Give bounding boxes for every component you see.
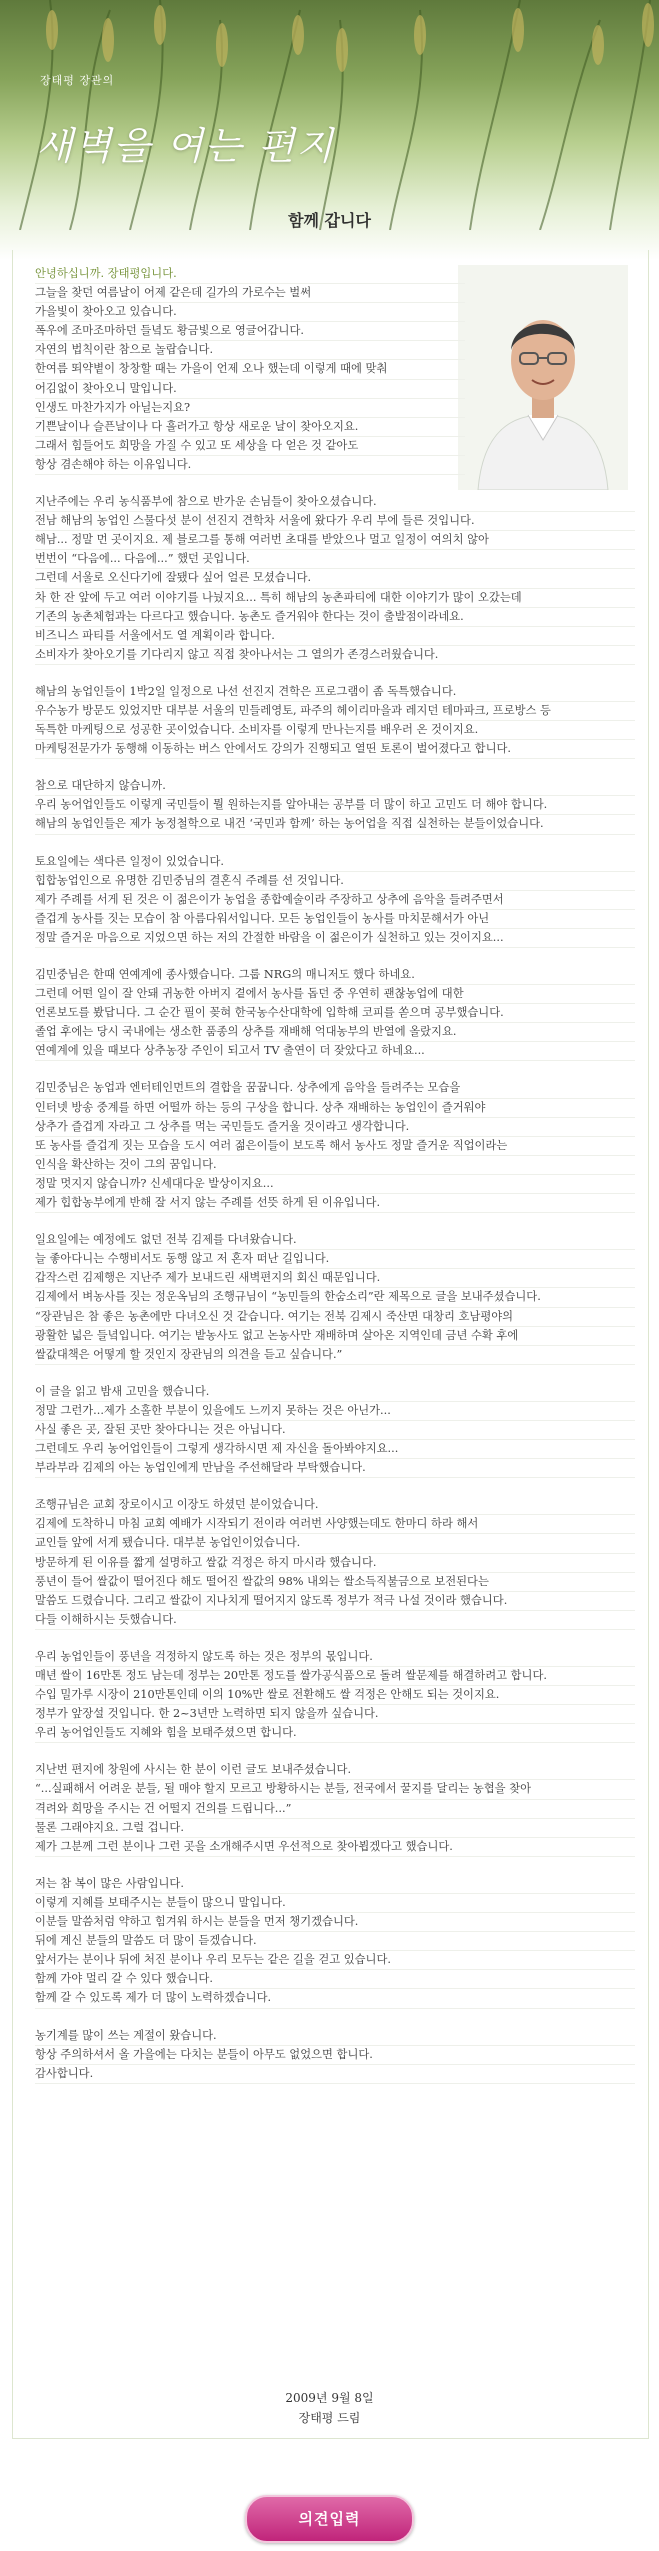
letter-line: 연예계에 있을 때보다 상추농장 주인이 되고서 TV 출연이 더 잦았다고 하네요...	[35, 1042, 635, 1061]
letter-line: 항상 주의하셔서 올 가을에는 다치는 분들이 아무도 없었으면 합니다.	[35, 2046, 635, 2065]
letter-line: 방문하게 된 이유를 짧게 설명하고 쌀값 걱정은 하지 마시라 했습니다.	[35, 1554, 635, 1573]
letter-paragraph	[35, 493, 635, 665]
letter-line: 풍년이 들어 쌀값이 떨어진다 해도 떨어진 쌀값의 98% 내외는 쌀소득직불금으로 보전된다는	[35, 1573, 635, 1592]
letter-line: 늘 좋아다니는 수행비서도 동행 않고 저 혼자 떠난 길입니다.	[35, 1250, 635, 1269]
letter-line: 항상 겸손해야 하는 이유입니다.	[35, 456, 465, 475]
letter-line: 인터넷 방송 중계를 하면 어떨까 하는 등의 구상을 합니다. 상추 재배하는 농업인이 즐거워야	[35, 1099, 635, 1118]
letter-line: 그늘을 찾던 여름날이 어제 같은데 길가의 가로수는 벌써	[35, 284, 465, 303]
letter-line: 해남... 정말 먼 곳이지요. 제 블로그를 통해 여러번 초대를 받았으나 멀고 일정이 여의치 않아	[35, 531, 635, 550]
letter-line: 어김없이 찾아오니 말입니다.	[35, 380, 465, 399]
letter-line: 그런데도 우리 농어업인들이 그렇게 생각하시면 제 자신을 돌아봐야지요...	[35, 1440, 635, 1459]
letter-line: 물론 그래야지요. 그럴 겁니다.	[35, 1819, 635, 1838]
letter-line: 폭우에 조마조마하던 들녘도 황금빛으로 영글어갑니다.	[35, 322, 465, 341]
letter-line: 기존의 농촌체험과는 다르다고 했습니다. 농촌도 즐거워야 한다는 것이 출발점이라네요.	[35, 608, 635, 627]
letter-line: 지난주에는 우리 농식품부에 참으로 반가운 손님들이 찾아오셨습니다.	[35, 493, 635, 512]
letter-line: 김민중님은 농업과 엔터테인먼트의 결합을 꿈꿉니다. 상추에게 음악을 들려주는 모습을	[35, 1079, 635, 1098]
letter-line: 저는 참 복이 많은 사람입니다.	[35, 1875, 635, 1894]
letter-line: 광활한 넓은 들녘입니다. 여기는 밭농사도 없고 논농사만 재배하며 살아온 지역인데 금년 수확 후에	[35, 1327, 635, 1346]
letter-paragraph	[35, 1875, 635, 2009]
letter-line: 앞서가는 분이나 뒤에 처진 분이나 우리 모두는 같은 길을 걷고 있습니다.	[35, 1951, 635, 1970]
series-title: 새벽을 여는 편지	[36, 124, 336, 168]
letter-line: 김제에 도착하니 마침 교회 예배가 시작되기 전이라 여러번 사양했는데도 한마디 하라 해서	[35, 1515, 635, 1534]
letter-line: 번번이 “다음에... 다음에...” 했던 곳입니다.	[35, 550, 635, 569]
letter-line: 함께 가야 멀리 갈 수 있다 했습니다.	[35, 1970, 635, 1989]
letter-title: 함께 갑니다	[288, 211, 371, 230]
letter-line: 제가 주례를 서게 된 것은 이 젊은이가 농업을 종합예술이라 주장하고 상추에 음악을 들려주면서	[35, 891, 635, 910]
letter-line: 인생도 마찬가지가 아닐는지요?	[35, 399, 465, 418]
letter-line: 해남의 농업인들이 1박2일 일정으로 나선 선진지 견학은 프로그램이 좀 독특했습니다.	[35, 683, 635, 702]
letter-signature: 장태평 드림	[298, 2411, 361, 2425]
letter-line: 인식을 확산하는 것이 그의 꿈입니다.	[35, 1156, 635, 1175]
letter-line: 제가 그분께 그런 분이나 그런 곳을 소개해주시면 우선적으로 찾아뵙겠다고 했습니다.	[35, 1838, 635, 1857]
letter-line: 지난번 편지에 창원에 사시는 한 분이 이런 글도 보내주셨습니다.	[35, 1761, 635, 1780]
letter-paragraph	[35, 1383, 635, 1478]
letter-paragraph	[35, 1231, 635, 1365]
letter-line: 농기계를 많이 쓰는 계절이 왔습니다.	[35, 2027, 635, 2046]
letter-line: 해남의 농업인들은 제가 농정철학으로 내건 ‘국민과 함께’ 하는 농어업을 직접 실천하는 분들이었습니다.	[35, 815, 635, 834]
letter-line: 정말 즐거운 마음으로 지었으면 하는 저의 간절한 바람을 이 젊은이가 실천하고 있는 것이지요...	[35, 929, 635, 948]
letter-line: 교인들 앞에 서게 됐습니다. 대부분 농업인이었습니다.	[35, 1534, 635, 1553]
letter-line: 다들 이해하시는 듯했습니다.	[35, 1611, 635, 1630]
letter-line: 사실 좋은 곳, 잘된 곳만 찾아다니는 것은 아닙니다.	[35, 1421, 635, 1440]
letter-line: 정말 멋지지 않습니까? 신세대다운 발상이지요...	[35, 1175, 635, 1194]
letter-paragraph	[35, 1761, 635, 1856]
letter-line: 격려와 희망을 주시는 건 어떨지 건의를 드립니다...”	[35, 1800, 635, 1819]
greeting-line: 안녕하십니까. 장태평입니다.	[35, 265, 465, 284]
letter-line: 비즈니스 파티를 서울에서도 열 계획이라 합니다.	[35, 627, 635, 646]
letter-line: 우리 농어업인들도 지혜와 힘을 보태주셨으면 합니다.	[35, 1724, 635, 1743]
letter-line: 마케팅전문가가 동행해 이동하는 버스 안에서도 강의가 진행되고 열띤 토론이 벌어졌다고 합니다.	[35, 740, 635, 759]
letter-line: 뒤에 계신 분들의 말씀도 더 많이 듣겠습니다.	[35, 1932, 635, 1951]
letter-line: 우수농가 방문도 있었지만 대부분 서울의 민들레영토, 파주의 헤이리마을과 레지던 테마파크, 프로방스 등	[35, 702, 635, 721]
letter-line: 독특한 마케팅으로 성공한 곳이었습니다. 소비자를 이렇게 만나는지를 배우러 온 것이지요.	[35, 721, 635, 740]
letter-line: 이분들 말씀처럼 약하고 힘겨워 하시는 분들을 먼저 챙기겠습니다.	[35, 1913, 635, 1932]
letter-paragraph	[35, 2027, 635, 2084]
letter-line: 토요일에는 색다른 일정이 있었습니다.	[35, 853, 635, 872]
letter-line: 그런데 어떤 일이 잘 안돼 귀농한 아버지 곁에서 농사를 돕던 중 우연히 괜찮농업에 대한	[35, 985, 635, 1004]
letter-line: “장관님은 참 좋은 농촌에만 다녀오신 것 같습니다. 여기는 전북 김제시 죽산면 대창리 호남평야의	[35, 1308, 635, 1327]
letter-line: 참으로 대단하지 않습니까.	[35, 777, 635, 796]
letter-line: 김제에서 벼농사를 짓는 정운옥님의 조행규님이 “농민들의 한숨소리”란 제목으로 글을 보내주셨습니다.	[35, 1288, 635, 1307]
letter-date: 2009년 9월 8일	[285, 2391, 374, 2405]
opinion-input-button[interactable]: 의견입력	[245, 2495, 414, 2543]
letter-line: 즐겁게 농사를 짓는 모습이 참 아름다워서입니다. 모든 농업인들이 농사를 마치문해서가 아닌	[35, 910, 635, 929]
letter-line: 제가 힙합농부에게 반해 잘 서지 않는 주례를 선뜻 하게 된 이유입니다.	[35, 1194, 635, 1213]
letter-line: 정말 그런가...제가 소홀한 부분이 있을에도 느끼지 못하는 것은 아닌가...	[35, 1402, 635, 1421]
letter-line: 그래서 힘들어도 희망을 가질 수 있고 또 세상을 다 얻은 것 같아도	[35, 437, 465, 456]
letter-line: 조행규님은 교회 장로이시고 이장도 하셨던 분이었습니다.	[35, 1496, 635, 1515]
letter-line: 부라부라 김제의 아는 농업인에게 만남을 주선해달라 부탁했습니다.	[35, 1459, 635, 1478]
letter-line: 또 농사를 즐겁게 짓는 모습을 도시 여러 젊은이들이 보도록 해서 농사도 정말 즐거운 직업이라는	[35, 1137, 635, 1156]
letter-line: 힙합농업인으로 유명한 김민중님의 결혼식 주례를 선 것입니다.	[35, 872, 635, 891]
letter-paragraph	[35, 966, 635, 1061]
letter-paragraph	[35, 1648, 635, 1743]
letter-line: 정부가 앞장설 것입니다. 한 2~3년만 노력하면 되지 않을까 싶습니다.	[35, 1705, 635, 1724]
letter-line: “...실패해서 어려운 분들, 될 매야 할지 모르고 방황하시는 분들, 전국에서 꿀지를 달리는 농협을 찾아	[35, 1780, 635, 1799]
letter-line: 차 한 잔 앞에 두고 여러 이야기를 나눴지요... 특히 해남의 농촌파티에 대한 이야기가 많이 오갔는데	[35, 589, 635, 608]
letter-line: 소비자가 찾아오기를 기다리지 않고 직접 찾아나서는 그 열의가 존경스러웠습니다.	[35, 646, 635, 665]
letter-line: 갑작스런 김제행은 지난주 제가 보내드린 새벽편지의 회신 때문입니다.	[35, 1269, 635, 1288]
letter-line: 말씀도 드렸습니다. 그리고 쌀값이 지나치게 떨어지지 않도록 정부가 적극 나설 것이라 했습니다.	[35, 1592, 635, 1611]
letter-line: 우리 농어업인들도 이렇게 국민들이 뭘 원하는지를 알아내는 공부를 더 많이 하고 고민도 더 해야 합니다.	[35, 796, 635, 815]
letter-line: 상추가 즐겁게 자라고 그 상추를 먹는 국민들도 즐거울 것이라고 생각합니다.	[35, 1118, 635, 1137]
letter-line: 전남 해남의 농업인 스물다섯 분이 선진지 견학차 서울에 왔다가 우리 부에 들른 것입니다.	[35, 512, 635, 531]
letter-line: 이렇게 지혜를 보태주시는 분들이 많으니 말입니다.	[35, 1894, 635, 1913]
letter-line: 감사합니다.	[35, 2065, 635, 2084]
letter-line: 우리 농업인들이 풍년을 걱정하지 않도록 하는 것은 정부의 몫입니다.	[35, 1648, 635, 1667]
letter-signature-block	[0, 2388, 659, 2428]
letter-line: 김민중님은 한때 연예계에 종사했습니다. 그룹 NRG의 매니저도 했다 하네요.	[35, 966, 635, 985]
letter-paragraph	[35, 1496, 635, 1630]
letter-line: 쌀값대책은 어떻게 할 것인지 장관님의 의견을 듣고 싶습니다.”	[35, 1346, 635, 1365]
letter-paragraph	[35, 265, 635, 475]
letter-line: 졸업 후에는 당시 국내에는 생소한 품종의 상추를 재배해 억대농부의 반열에 올랐지요.	[35, 1023, 635, 1042]
letter-paragraph	[35, 777, 635, 834]
letter-line: 함께 갈 수 있도록 제가 더 많이 노력하겠습니다.	[35, 1989, 635, 2008]
letter-paragraph	[35, 1079, 635, 1213]
letter-line: 이 글을 읽고 밤새 고민을 했습니다.	[35, 1383, 635, 1402]
series-subtitle: 장태평 장관의	[40, 74, 115, 87]
letter-line: 언론보도를 봤답니다. 그 순간 필이 꽂혀 한국농수산대학에 입학해 코피를 쏟으며 공부했습니다.	[35, 1004, 635, 1023]
letter-line: 그런데 서울로 오신다기에 잘됐다 싶어 얼른 모셨습니다.	[35, 569, 635, 588]
letter-paragraph	[35, 853, 635, 948]
letter-line: 매년 쌀이 16만톤 정도 남는데 정부는 20만톤 정도를 쌀가공식품으로 돌려 쌀문제를 해결하려고 합니다.	[35, 1667, 635, 1686]
letter-line: 가을빛이 찾아오고 있습니다.	[35, 303, 465, 322]
letter-body	[35, 265, 635, 2102]
letter-line: 한여름 뙤약볕이 창창할 때는 가을이 언제 오나 했는데 이렇게 때에 맞춰	[35, 360, 465, 379]
letter-line: 기쁜날이나 슬픈날이나 다 흘러가고 항상 새로운 날이 찾아오지요.	[35, 418, 465, 437]
letter-line: 일요일에는 예정에도 없던 전북 김제를 다녀왔습니다.	[35, 1231, 635, 1250]
letter-line: 자연의 법칙이란 참으로 놀랍습니다.	[35, 341, 465, 360]
letter-line: 수입 밀가루 시장이 210만톤인데 이의 10%만 쌀로 전환해도 쌀 걱정은 안해도 되는 것이지요.	[35, 1686, 635, 1705]
letter-paragraph	[35, 683, 635, 759]
